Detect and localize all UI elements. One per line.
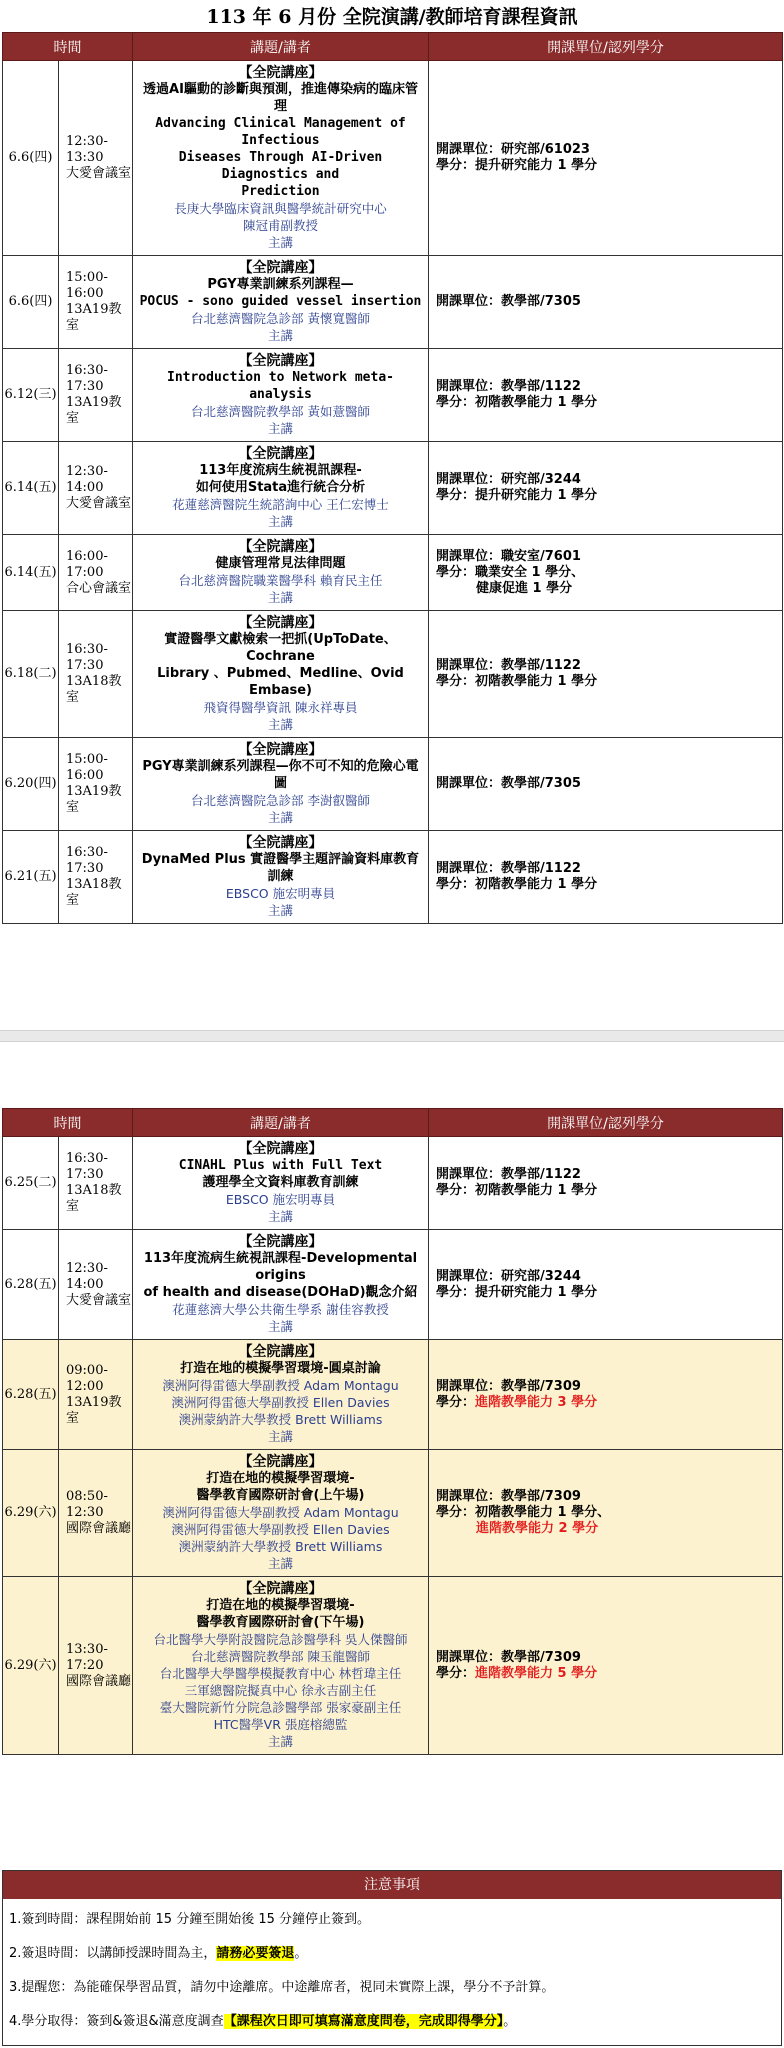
credit-line <box>436 1505 782 1521</box>
session-unit-cell <box>429 831 783 924</box>
speaker-role: 主講 <box>267 717 293 732</box>
course-unit: 開課單位：研究部/3244 <box>436 472 581 487</box>
table-row <box>3 61 783 256</box>
lecture-type: 【全院講座】 <box>238 65 323 81</box>
session-time: 09:00-12:00 <box>66 1362 108 1394</box>
session-time: 16:30-17:30 <box>66 363 108 394</box>
speaker-line: 澳洲阿得雷德大學副教授 Adam Montagu <box>162 1505 399 1520</box>
table-row <box>3 1577 783 1755</box>
credit-second-line: 進階教學能力 2 學分 <box>476 1521 599 1536</box>
session-title-line: 實證醫學文獻檢索一把抓(UpToDate、Cochrane <box>164 632 397 664</box>
session-topic-cell <box>133 831 429 924</box>
session-date: 6.25(二) <box>3 1137 59 1230</box>
credit-line <box>436 1395 782 1411</box>
table-row <box>3 831 783 924</box>
session-unit-cell <box>429 256 783 349</box>
speaker-line: EBSCO 施宏明專員 <box>225 1192 336 1207</box>
session-unit-cell <box>429 1577 783 1755</box>
lecture-type: 【全院講座】 <box>238 1141 323 1157</box>
course-unit: 開課單位：教學部/7305 <box>436 776 581 791</box>
lecture-type: 【全院講座】 <box>238 835 323 851</box>
session-topic-cell <box>133 349 429 442</box>
note-item-3: 3.提醒您：為能確保學習品質，請勿中途離席。中途離席者，視同未實際上課，學分不予計算。 <box>9 1980 555 1995</box>
speaker-line: 台北醫學大學附設醫院急診醫學科 吳人傑醫師 <box>153 1632 408 1647</box>
speaker-line: 澳洲阿得雷德大學副教授 Ellen Davies <box>171 1522 390 1537</box>
session-time: 16:30-17:30 <box>66 845 108 876</box>
table-row <box>3 1230 783 1340</box>
session-room: 大愛會議室 <box>66 1292 132 1308</box>
credit-text: 學分：初階教學能力 1 學分 <box>436 674 598 689</box>
course-unit: 開課單位：教學部/1122 <box>436 658 581 673</box>
credit-text: 學分：提升研究能力 1 學分 <box>436 488 598 503</box>
session-topic-cell <box>133 1137 429 1230</box>
session-room: 國際會議廳 <box>66 1521 132 1536</box>
session-topic-cell <box>133 738 429 831</box>
session-date: 6.6(四) <box>3 256 59 349</box>
session-room: 13A18教室 <box>66 674 122 705</box>
course-unit: 開課單位：研究部/61023 <box>436 142 590 157</box>
note-item-2-end: 。 <box>294 1946 308 1961</box>
credit-text: 學分：初階教學能力 1 學分 <box>436 877 598 892</box>
lecture-type: 【全院講座】 <box>238 446 323 462</box>
session-topic-cell <box>133 1577 429 1755</box>
lecture-type: 【全院講座】 <box>238 742 323 758</box>
credit-line <box>436 1666 782 1682</box>
speaker-role: 主講 <box>267 514 293 529</box>
lecture-type: 【全院講座】 <box>238 1454 323 1470</box>
credit-line <box>436 1285 782 1301</box>
table-row <box>3 1137 783 1230</box>
credit-line <box>436 674 782 690</box>
session-time-cell <box>59 256 133 349</box>
header-unit: 開課單位/認列學分 <box>429 1109 783 1137</box>
note-item-4-end: 。 <box>503 2014 517 2029</box>
course-unit: 開課單位：教學部/1122 <box>436 379 581 394</box>
page-break <box>0 1030 784 1042</box>
lecture-type: 【全院講座】 <box>238 539 323 555</box>
session-time-cell <box>59 442 133 535</box>
session-room: 國際會議廳 <box>66 1673 132 1689</box>
session-room: 大愛會議室 <box>66 496 132 511</box>
header-time: 時間 <box>3 1109 133 1137</box>
session-time: 15:00-16:00 <box>66 752 108 783</box>
session-title-line: POCUS - sono guided vessel insertion <box>139 294 422 309</box>
note-item-4-text: 4.學分取得：簽到&簽退&滿意度調查 <box>9 2014 224 2029</box>
credit-line <box>436 488 782 504</box>
speaker-line: EBSCO 施宏明專員 <box>225 886 336 901</box>
session-title-line: CINAHL Plus with Full Text <box>178 1158 383 1173</box>
session-date: 6.21(五) <box>3 831 59 924</box>
session-title-line: DynaMed Plus 實證醫學主題評論資料庫教育訓練 <box>141 852 420 884</box>
session-unit-cell <box>429 61 783 256</box>
credit-advanced: 進階教學能力 5 學分 <box>475 1665 598 1681</box>
session-date: 6.6(四) <box>3 61 59 256</box>
session-time-cell <box>59 611 133 738</box>
speaker-line: 長庚大學臨床資訊與醫學統計研究中心 <box>174 201 387 216</box>
speaker-line: 花蓮慈濟醫院生統諮詢中心 王仁宏博士 <box>172 497 389 512</box>
session-time: 12:30-13:30 <box>66 134 108 165</box>
credit-text: 學分：初階教學能力 1 學分 <box>436 1183 598 1198</box>
session-date: 6.14(五) <box>3 442 59 535</box>
lecture-type: 【全院講座】 <box>238 1344 323 1360</box>
speaker-line: 澳洲蒙納許大學教授 Brett Williams <box>178 1412 383 1427</box>
course-unit: 開課單位：教學部/7309 <box>436 1378 581 1394</box>
speaker-line: HTC醫學VR 張庭榕總監 <box>213 1717 348 1732</box>
session-title-line: of health and disease(DOHaD)觀念介紹 <box>143 1285 418 1300</box>
table-row <box>3 1340 783 1450</box>
session-unit-cell <box>429 611 783 738</box>
table-row <box>3 738 783 831</box>
session-time: 16:00-17:00 <box>66 548 108 580</box>
session-time-cell <box>59 349 133 442</box>
session-title-line: Advancing Clinical Management of Infectious <box>155 116 406 148</box>
credit-line <box>436 877 782 893</box>
session-time-cell <box>59 1230 133 1340</box>
session-time-cell <box>59 535 133 611</box>
speaker-line: 台北慈濟醫院教學部 黃如薏醫師 <box>191 404 370 419</box>
session-date: 6.14(五) <box>3 535 59 611</box>
session-title-line: 打造在地的模擬學習環境- <box>206 1471 355 1486</box>
course-unit: 開課單位：教學部/1122 <box>436 861 581 876</box>
speaker-line: 花蓮慈濟大學公共衛生學系 謝佳容教授 <box>172 1302 389 1317</box>
speaker-role: 主講 <box>267 235 293 250</box>
course-unit: 開課單位：教學部/7309 <box>436 1489 581 1504</box>
speaker-line: 飛資得醫學資訊 陳永祥專員 <box>203 700 358 715</box>
session-title-line: Prediction <box>241 184 320 199</box>
session-time-cell <box>59 1340 133 1450</box>
session-date: 6.18(二) <box>3 611 59 738</box>
schedule-table-2 <box>2 1108 783 1755</box>
session-unit-cell <box>429 535 783 611</box>
speaker-role: 主講 <box>267 1556 293 1571</box>
header-time: 時間 <box>3 33 133 61</box>
speaker-line: 台北慈濟醫院教學部 陳玉龍醫師 <box>191 1649 370 1664</box>
session-title-line: 如何使用Stata進行統合分析 <box>195 480 366 495</box>
session-unit-cell <box>429 1137 783 1230</box>
lecture-type: 【全院講座】 <box>238 353 323 369</box>
session-room: 大愛會議室 <box>66 166 132 181</box>
session-title-line: Library 、Pubmed、Medline、Ovid Embase) <box>157 666 404 698</box>
speaker-role: 主講 <box>267 1319 293 1334</box>
speaker-line: 陳冠甫副教授 <box>242 218 318 233</box>
table-row <box>3 442 783 535</box>
credit-second-line: 健康促進 1 學分 <box>476 580 573 596</box>
session-title-line: PGY專業訓練系列課程—你不可不知的危險心電圖 <box>142 759 419 791</box>
session-topic-cell <box>133 1450 429 1577</box>
speaker-line: 三軍總醫院擬真中心 徐永吉副主任 <box>184 1683 377 1698</box>
speaker-line: 澳洲蒙納許大學教授 Brett Williams <box>178 1539 383 1554</box>
speaker-line: 澳洲阿得雷德大學副教授 Ellen Davies <box>171 1395 390 1410</box>
session-time-cell <box>59 738 133 831</box>
speaker-line: 台北慈濟醫院急診部 黃懷寬醫師 <box>191 311 370 326</box>
course-unit: 開課單位：職安室/7601 <box>436 548 581 564</box>
session-topic-cell <box>133 1230 429 1340</box>
credit-line <box>436 158 782 174</box>
session-unit-cell <box>429 1230 783 1340</box>
session-topic-cell <box>133 611 429 738</box>
session-time: 12:30-14:00 <box>66 464 108 495</box>
session-title-line: Introduction to Network meta-analysis <box>167 370 394 402</box>
lecture-type: 【全院講座】 <box>238 1581 323 1597</box>
session-time: 08:50-12:30 <box>66 1489 108 1520</box>
credit-text: 學分：提升研究能力 1 學分 <box>436 158 598 173</box>
credit-text: 學分：職業安全 1 學分、 <box>436 564 585 580</box>
session-title-line: 健康管理常見法律問題 <box>215 556 346 571</box>
session-room: 13A18教室 <box>66 1183 122 1214</box>
credit-text: 學分： <box>436 1394 476 1410</box>
note-item-4-highlight: 【課程次日即可填寫滿意度問卷，完成即得學分】 <box>223 2014 504 2029</box>
page-title: 113 年 6 月份 全院演講/教師培育課程資訊 <box>206 6 578 28</box>
notes-section <box>2 1870 782 2046</box>
speaker-line: 臺大醫院新竹分院急診醫學部 張家豪副主任 <box>159 1700 402 1715</box>
table-row <box>3 611 783 738</box>
speaker-line: 台北慈濟醫院急診部 李澍叡醫師 <box>191 793 370 808</box>
session-room: 13A19教室 <box>66 395 122 426</box>
session-time: 13:30-17:20 <box>66 1641 108 1673</box>
session-date: 6.28(五) <box>3 1340 59 1450</box>
session-room: 13A19教室 <box>66 302 122 333</box>
table-header-row <box>3 33 783 61</box>
session-date: 6.20(四) <box>3 738 59 831</box>
speaker-role: 主講 <box>267 903 293 918</box>
lecture-type: 【全院講座】 <box>238 260 323 276</box>
course-unit: 開課單位：教學部/7309 <box>436 1649 581 1665</box>
session-unit-cell <box>429 738 783 831</box>
session-time-cell <box>59 1450 133 1577</box>
credit-line <box>436 1183 782 1199</box>
speaker-line: 台北醫學大學醫學模擬教育中心 林哲瑋主任 <box>159 1666 402 1681</box>
notes-header: 注意事項 <box>3 1871 781 1899</box>
schedule-table-1 <box>2 32 783 924</box>
session-topic-cell <box>133 442 429 535</box>
header-unit: 開課單位/認列學分 <box>429 33 783 61</box>
credit-text: 學分： <box>436 1665 476 1681</box>
session-topic-cell <box>133 61 429 256</box>
session-title-line: 打造在地的模擬學習環境- <box>206 1598 355 1613</box>
lecture-type: 【全院講座】 <box>238 615 323 631</box>
speaker-role: 主講 <box>267 1734 293 1749</box>
session-title-line: 護理學全文資料庫教育訓練 <box>202 1175 359 1190</box>
header-topic: 講題/講者 <box>133 33 429 61</box>
session-room: 13A19教室 <box>66 784 122 815</box>
credit-advanced: 進階教學能力 3 學分 <box>475 1394 598 1410</box>
speaker-role: 主講 <box>267 590 293 605</box>
session-title-line: 醫學教育國際研討會(上午場) <box>196 1488 365 1503</box>
course-unit: 開課單位：研究部/3244 <box>436 1268 581 1284</box>
session-unit-cell <box>429 349 783 442</box>
session-title-line: PGY專業訓練系列課程— <box>207 277 354 292</box>
credit-line <box>436 395 782 411</box>
session-time: 12:30-14:00 <box>66 1260 108 1292</box>
session-title-line: 打造在地的模擬學習環境-圓桌討論 <box>180 1361 381 1376</box>
session-room: 13A18教室 <box>66 877 122 908</box>
speaker-role: 主講 <box>267 1429 293 1444</box>
session-time-cell <box>59 1137 133 1230</box>
table-header-row <box>3 1109 783 1137</box>
note-item-4 <box>9 2013 516 2031</box>
session-topic-cell <box>133 535 429 611</box>
session-room: 13A19教室 <box>66 1394 122 1426</box>
lecture-type: 【全院講座】 <box>238 1234 323 1250</box>
session-time-cell <box>59 1577 133 1755</box>
session-date: 6.29(六) <box>3 1577 59 1755</box>
session-time: 15:00-16:00 <box>66 270 108 301</box>
speaker-role: 主講 <box>267 1209 293 1224</box>
session-date: 6.12(三) <box>3 349 59 442</box>
session-unit-cell <box>429 1450 783 1577</box>
table-row <box>3 535 783 611</box>
header-topic: 講題/講者 <box>133 1109 429 1137</box>
session-time: 16:30-17:30 <box>66 642 108 673</box>
session-unit-cell <box>429 1340 783 1450</box>
session-room: 合心會議室 <box>66 580 132 596</box>
speaker-role: 主講 <box>267 810 293 825</box>
credit-text: 學分：提升研究能力 1 學分 <box>436 1284 598 1300</box>
session-title-line: 透過AI驅動的診斷與預測，推進傳染病的臨床管理 <box>143 82 418 114</box>
table-row <box>3 256 783 349</box>
credit-text: 學分：初階教學能力 1 學分 <box>436 395 598 410</box>
note-item-2-text: 2.簽退時間：以講師授課時間為主， <box>9 1946 217 1961</box>
note-item-2 <box>9 1945 307 1963</box>
session-title-line: 醫學教育國際研討會(下午場) <box>196 1615 365 1630</box>
credit-line <box>436 565 782 581</box>
session-time-cell <box>59 61 133 256</box>
table-row <box>3 349 783 442</box>
session-date: 6.29(六) <box>3 1450 59 1577</box>
speaker-line: 澳洲阿得雷德大學副教授 Adam Montagu <box>162 1378 399 1393</box>
course-unit: 開課單位：教學部/7305 <box>436 294 581 309</box>
session-topic-cell <box>133 256 429 349</box>
session-unit-cell <box>429 442 783 535</box>
note-item-1: 1.簽到時間：課程開始前 15 分鐘至開始後 15 分鐘停止簽到。 <box>9 1912 371 1927</box>
session-time-cell <box>59 831 133 924</box>
course-unit: 開課單位：教學部/1122 <box>436 1167 581 1182</box>
session-title-line: 113年度流病生統視訊課程- <box>199 463 362 478</box>
credit-text: 學分：初階教學能力 1 學分、 <box>436 1505 611 1520</box>
session-title-line: Diseases Through AI-Driven Diagnostics and <box>178 150 383 182</box>
table-row <box>3 1450 783 1577</box>
note-item-2-highlight: 請務必要簽退 <box>216 1946 295 1961</box>
speaker-role: 主講 <box>267 328 293 343</box>
session-topic-cell <box>133 1340 429 1450</box>
session-date: 6.28(五) <box>3 1230 59 1340</box>
session-title-line: 113年度流病生統視訊課程-Developmental origins <box>143 1251 418 1283</box>
speaker-line: 台北慈濟醫院職業醫學科 賴育民主任 <box>178 573 383 588</box>
session-time: 16:30-17:30 <box>66 1151 108 1182</box>
speaker-role: 主講 <box>267 421 293 436</box>
